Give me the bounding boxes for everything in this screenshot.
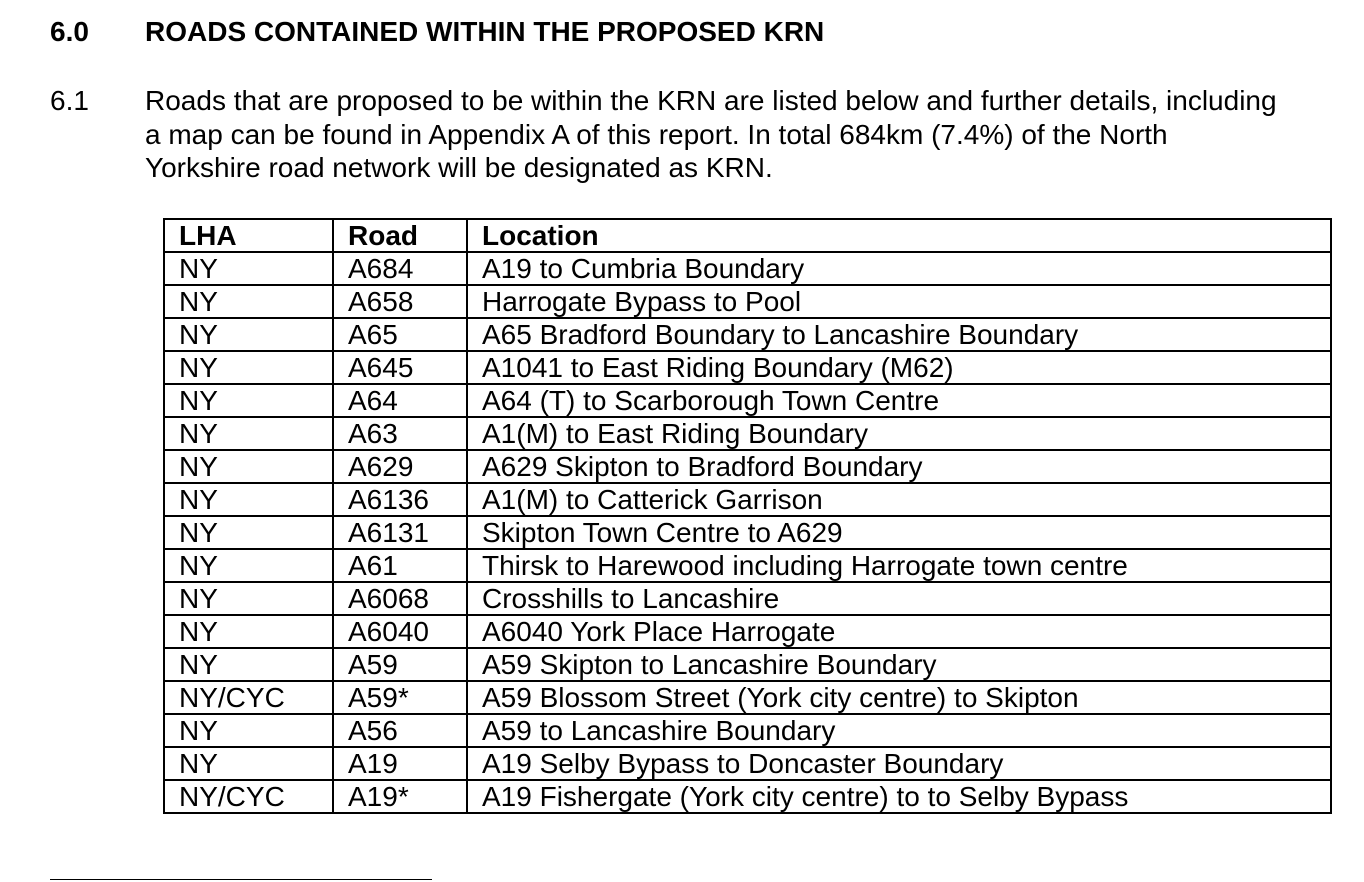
paragraph-line: a map can be found in Appendix A of this report. In total 684km (7.4%) of the North <box>145 118 1168 150</box>
cell-location: A59 Blossom Street (York city centre) to Skipton <box>467 681 1331 714</box>
cell-location: A1(M) to East Riding Boundary <box>467 417 1331 450</box>
cell-lha: NY/CYC <box>164 681 333 714</box>
cell-lha: NY <box>164 384 333 417</box>
section-number: 6.0 <box>50 16 89 47</box>
paragraph-number: 6.1 <box>50 85 89 116</box>
cell-lha: NY <box>164 417 333 450</box>
table-row <box>164 582 1331 615</box>
table-header-row <box>164 219 1331 252</box>
cell-lha: NY <box>164 252 333 285</box>
section-title: ROADS CONTAINED WITHIN THE PROPOSED KRN <box>145 16 825 47</box>
cell-location: A19 Selby Bypass to Doncaster Boundary <box>467 747 1331 780</box>
cell-lha: NY <box>164 549 333 582</box>
cell-road: A61 <box>333 549 467 582</box>
cell-location: A19 Fishergate (York city centre) to to Selby Bypass <box>467 780 1331 813</box>
cell-location: A629 Skipton to Bradford Boundary <box>467 450 1331 483</box>
table-row <box>164 714 1331 747</box>
cell-lha: NY <box>164 483 333 516</box>
cell-road: A19* <box>333 780 467 813</box>
cell-road: A64 <box>333 384 467 417</box>
cell-location: A1041 to East Riding Boundary (M62) <box>467 351 1331 384</box>
cell-location: Skipton Town Centre to A629 <box>467 516 1331 549</box>
table-row <box>164 384 1331 417</box>
paragraph-text <box>145 84 1345 185</box>
cell-road: A63 <box>333 417 467 450</box>
table-row <box>164 450 1331 483</box>
cell-location: A59 Skipton to Lancashire Boundary <box>467 648 1331 681</box>
column-header-lha: LHA <box>164 219 333 252</box>
cell-road: A658 <box>333 285 467 318</box>
cell-location: Thirsk to Harewood including Harrogate town centre <box>467 549 1331 582</box>
table-row <box>164 318 1331 351</box>
table-row <box>164 285 1331 318</box>
cell-road: A6068 <box>333 582 467 615</box>
krn-roads-table <box>163 218 1332 814</box>
cell-lha: NY <box>164 285 333 318</box>
cell-road: A6136 <box>333 483 467 516</box>
table-body <box>164 252 1331 813</box>
cell-road: A59 <box>333 648 467 681</box>
footnote-separator <box>50 879 432 880</box>
cell-location: A19 to Cumbria Boundary <box>467 252 1331 285</box>
paragraph-line: Yorkshire road network will be designated as KRN. <box>145 152 773 183</box>
table-row <box>164 252 1331 285</box>
cell-location: A6040 York Place Harrogate <box>467 615 1331 648</box>
cell-road: A629 <box>333 450 467 483</box>
table-row <box>164 516 1331 549</box>
cell-road: A6040 <box>333 615 467 648</box>
table-row <box>164 549 1331 582</box>
cell-location: Crosshills to Lancashire <box>467 582 1331 615</box>
cell-lha: NY <box>164 648 333 681</box>
cell-lha: NY <box>164 714 333 747</box>
table-row <box>164 681 1331 714</box>
cell-location: A64 (T) to Scarborough Town Centre <box>467 384 1331 417</box>
cell-road: A56 <box>333 714 467 747</box>
cell-lha: NY <box>164 615 333 648</box>
column-header-road: Road <box>333 219 467 252</box>
table-row <box>164 483 1331 516</box>
cell-location: A59 to Lancashire Boundary <box>467 714 1331 747</box>
cell-lha: NY <box>164 450 333 483</box>
cell-lha: NY <box>164 747 333 780</box>
cell-road: A59* <box>333 681 467 714</box>
cell-lha: NY/CYC <box>164 780 333 813</box>
table-row <box>164 780 1331 813</box>
cell-location: Harrogate Bypass to Pool <box>467 285 1331 318</box>
table-row <box>164 417 1331 450</box>
cell-lha: NY <box>164 516 333 549</box>
cell-road: A19 <box>333 747 467 780</box>
cell-location: A65 Bradford Boundary to Lancashire Boundary <box>467 318 1331 351</box>
cell-road: A645 <box>333 351 467 384</box>
table-row <box>164 747 1331 780</box>
cell-road: A684 <box>333 252 467 285</box>
cell-road: A65 <box>333 318 467 351</box>
paragraph-line: Roads that are proposed to be within the KRN are listed below and further details, including <box>145 85 1277 116</box>
column-header-location: Location <box>467 219 1331 252</box>
table-row <box>164 351 1331 384</box>
cell-lha: NY <box>164 318 333 351</box>
table-row <box>164 648 1331 681</box>
cell-location: A1(M) to Catterick Garrison <box>467 483 1331 516</box>
cell-lha: NY <box>164 351 333 384</box>
table-row <box>164 615 1331 648</box>
cell-road: A6131 <box>333 516 467 549</box>
cell-lha: NY <box>164 582 333 615</box>
